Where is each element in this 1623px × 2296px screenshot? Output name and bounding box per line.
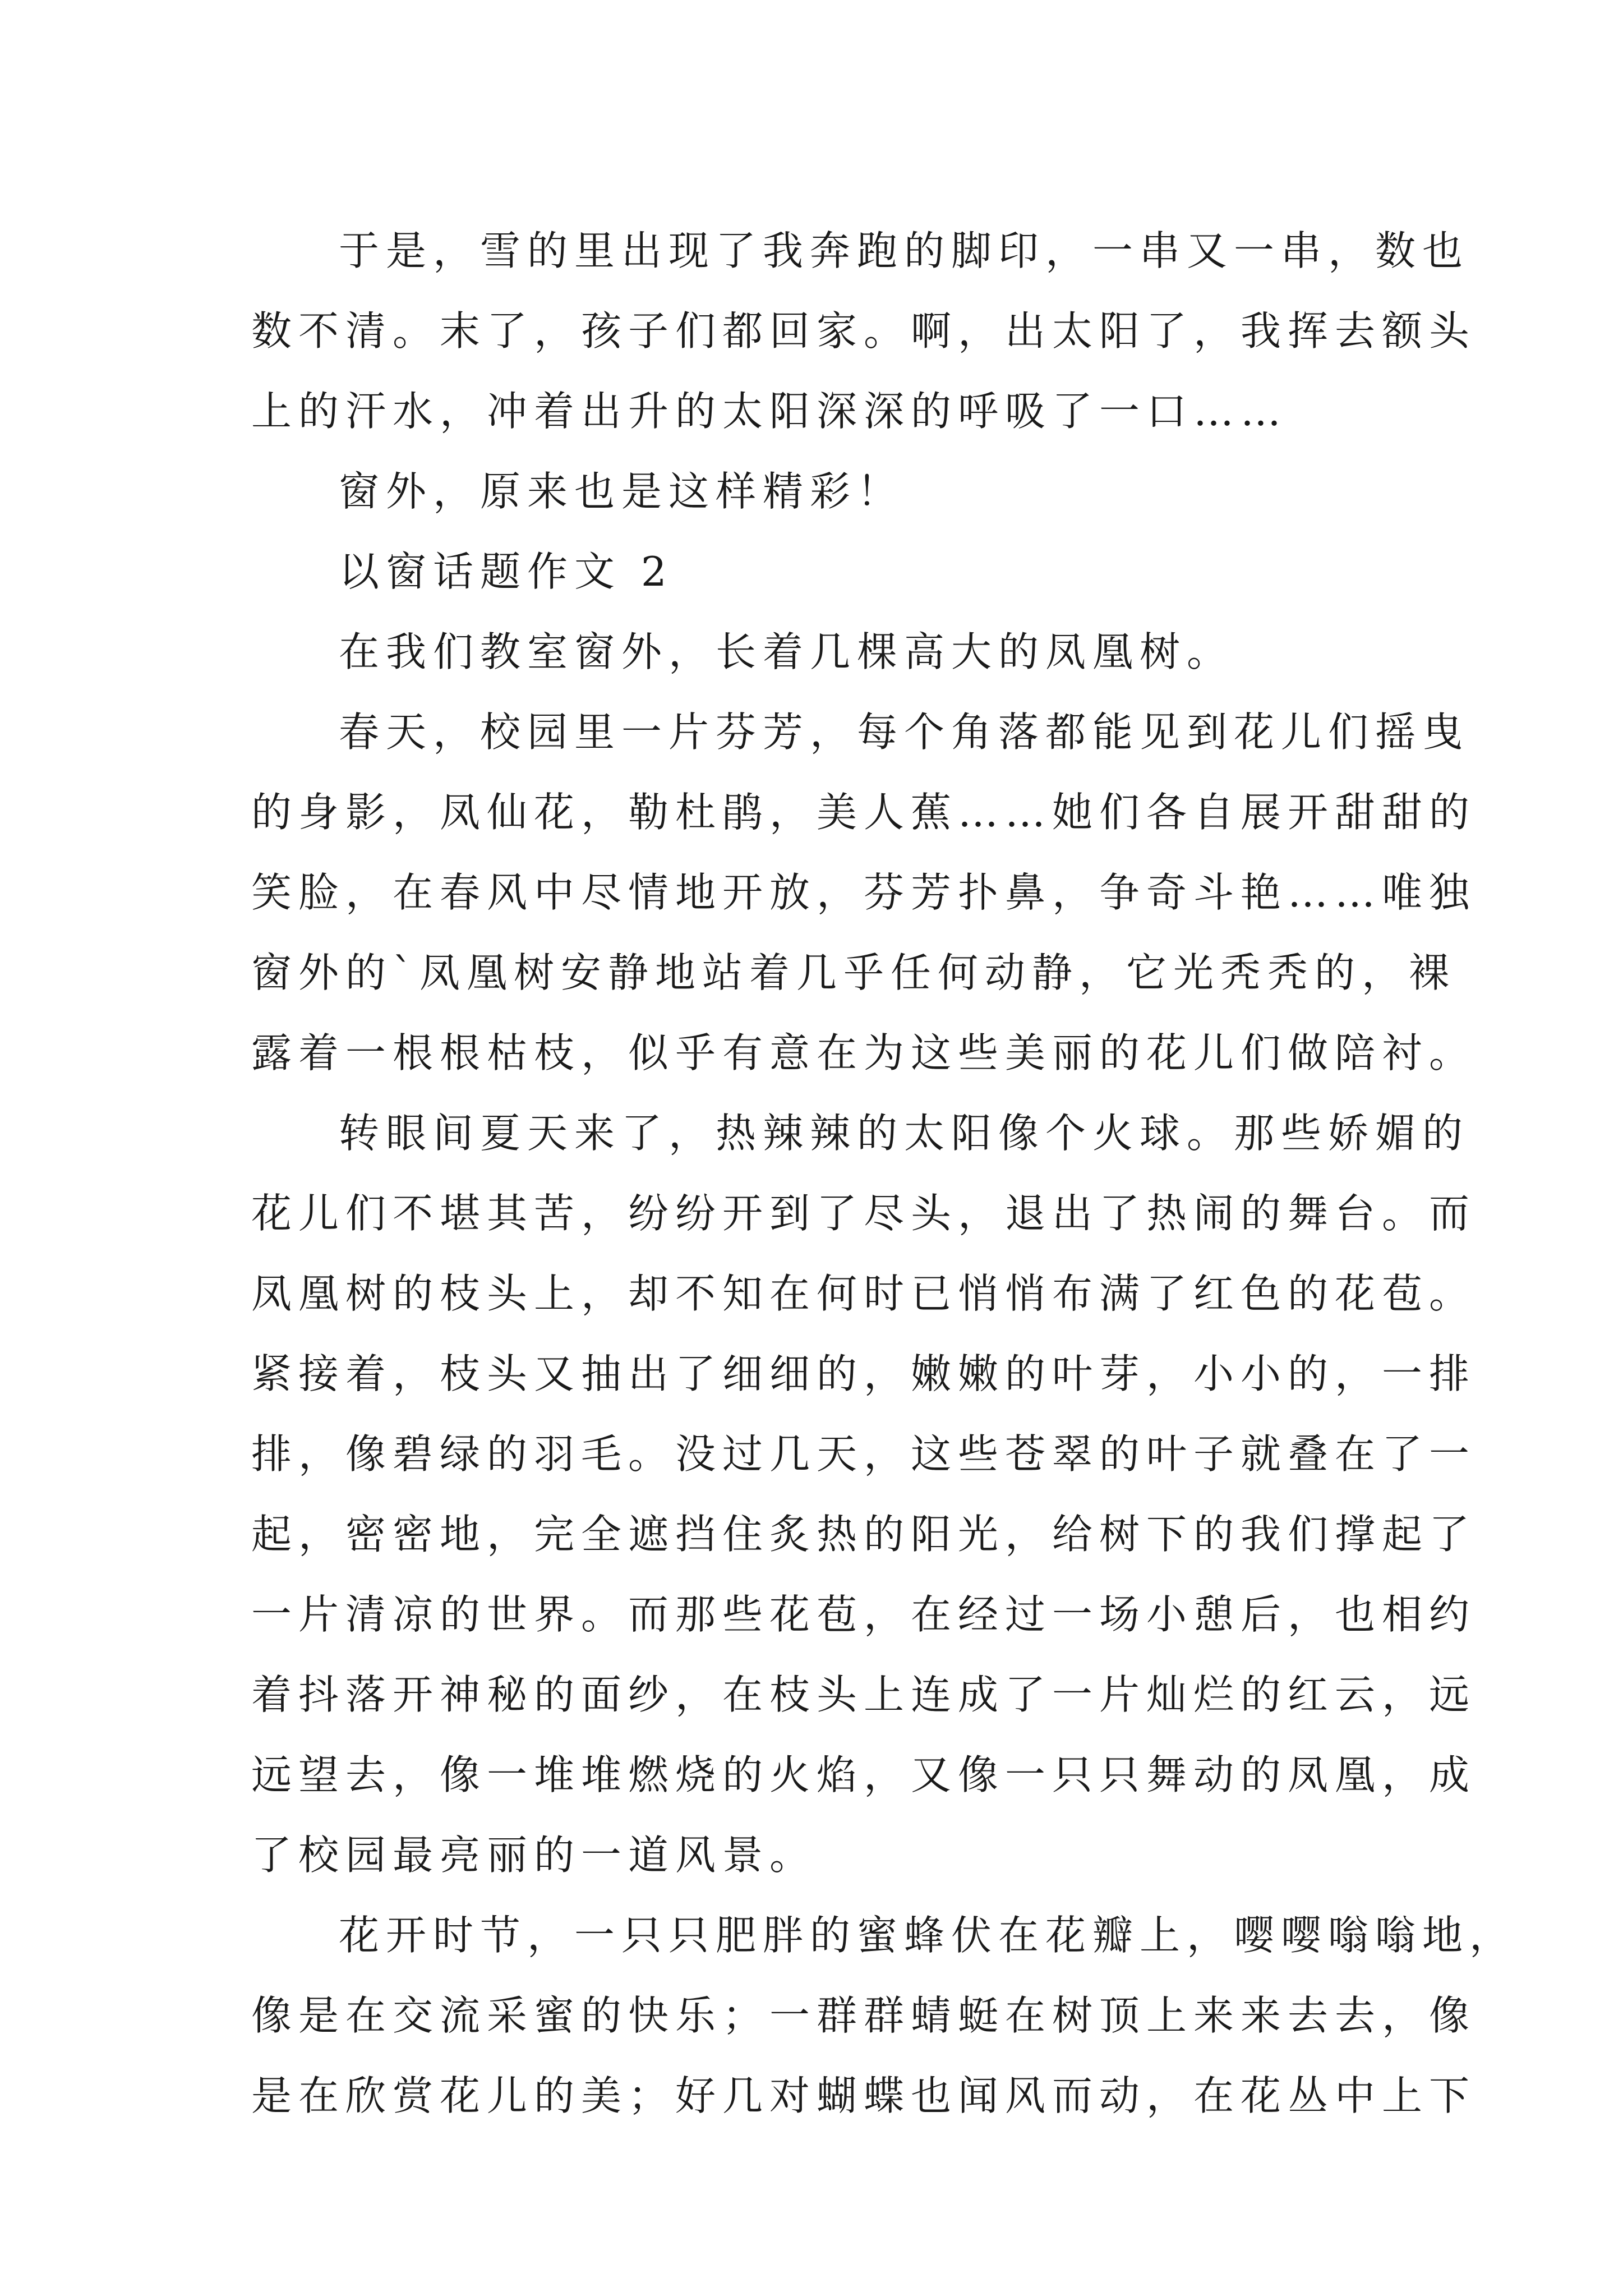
text-line: 的身影，凤仙花，勒杜鹃，美人蕉……她们各自展开甜甜的	[251, 789, 1477, 836]
text-line: 排，像碧绿的羽毛。没过几天，这些苍翠的叶子就叠在了一	[251, 1430, 1477, 1478]
essay-body	[251, 211, 1517, 2136]
text-line: 于是，雪的里出现了我奔跑的脚印，一串又一串，数也	[339, 227, 1470, 274]
section-heading	[251, 532, 1384, 612]
text-line: 春天，校园里一片芬芳，每个角落都能见到花儿们摇曳	[339, 708, 1470, 756]
text-line: 在我们教室窗外，长着几棵高大的凤凰树。	[339, 628, 1234, 675]
paragraph	[251, 1093, 1477, 1895]
text-line: 着抖落开神秘的面纱，在枝头上连成了一片灿烂的红云，远	[251, 1671, 1477, 1718]
text-line: 窗外，原来也是这样精彩！	[339, 468, 905, 515]
paragraph	[251, 211, 1477, 452]
text-line: 笑脸，在春风中尽情地开放，芬芳扑鼻，争奇斗艳……唯独	[251, 869, 1477, 916]
paragraph	[251, 692, 1477, 1093]
text-line: 花开时节，一只只肥胖的蜜蜂伏在花瓣上，嘤嘤嗡嗡地，	[339, 1912, 1517, 1959]
text-line: 转眼间夏天来了，热辣辣的太阳像个火球。那些娇媚的	[339, 1110, 1470, 1157]
text-line: 上的汗水，冲着出升的太阳深深的呼吸了一口……	[251, 388, 1288, 435]
text-line: 凤凰树的枝头上，却不知在何时已悄悄布满了红色的花苞。	[251, 1270, 1477, 1317]
text-line: 一片清凉的世界。而那些花苞，在经过一场小憩后，也相约	[251, 1591, 1477, 1638]
text-line: 露着一根根枯枝，似乎有意在为这些美丽的花儿们做陪衬。	[251, 1029, 1477, 1076]
text-line: 紧接着，枝头又抽出了细细的，嫩嫩的叶芽，小小的，一排	[251, 1350, 1477, 1397]
text-line: 了校园最亮丽的一道风景。	[251, 1832, 817, 1879]
paragraph	[251, 1895, 1517, 2136]
text-line: 远望去，像一堆堆燃烧的火焰，又像一只只舞动的凤凰，成	[251, 1751, 1477, 1798]
text-line: 像是在交流采蜜的快乐；一群群蜻蜓在树顶上来来去去，像	[251, 1992, 1477, 2039]
text-line: 花儿们不堪其苦，纷纷开到了尽头，退出了热闹的舞台。而	[251, 1190, 1477, 1237]
text-line: 是在欣赏花儿的美；好几对蝴蝶也闻风而动，在花丛中上下	[251, 2072, 1477, 2119]
text-line: 数不清。末了，孩子们都回家。啊，出太阳了，我挥去额头	[251, 307, 1477, 355]
heading-line: 以窗话题作文 2	[339, 548, 674, 595]
text-line: 窗外的`凤凰树安静地站着几乎任何动静，它光秃秃的，裸	[251, 949, 1456, 996]
text-line: 起，密密地，完全遮挡住炙热的阳光，给树下的我们撑起了	[251, 1511, 1477, 1558]
paragraph	[251, 452, 1384, 532]
paragraph	[251, 612, 1384, 692]
